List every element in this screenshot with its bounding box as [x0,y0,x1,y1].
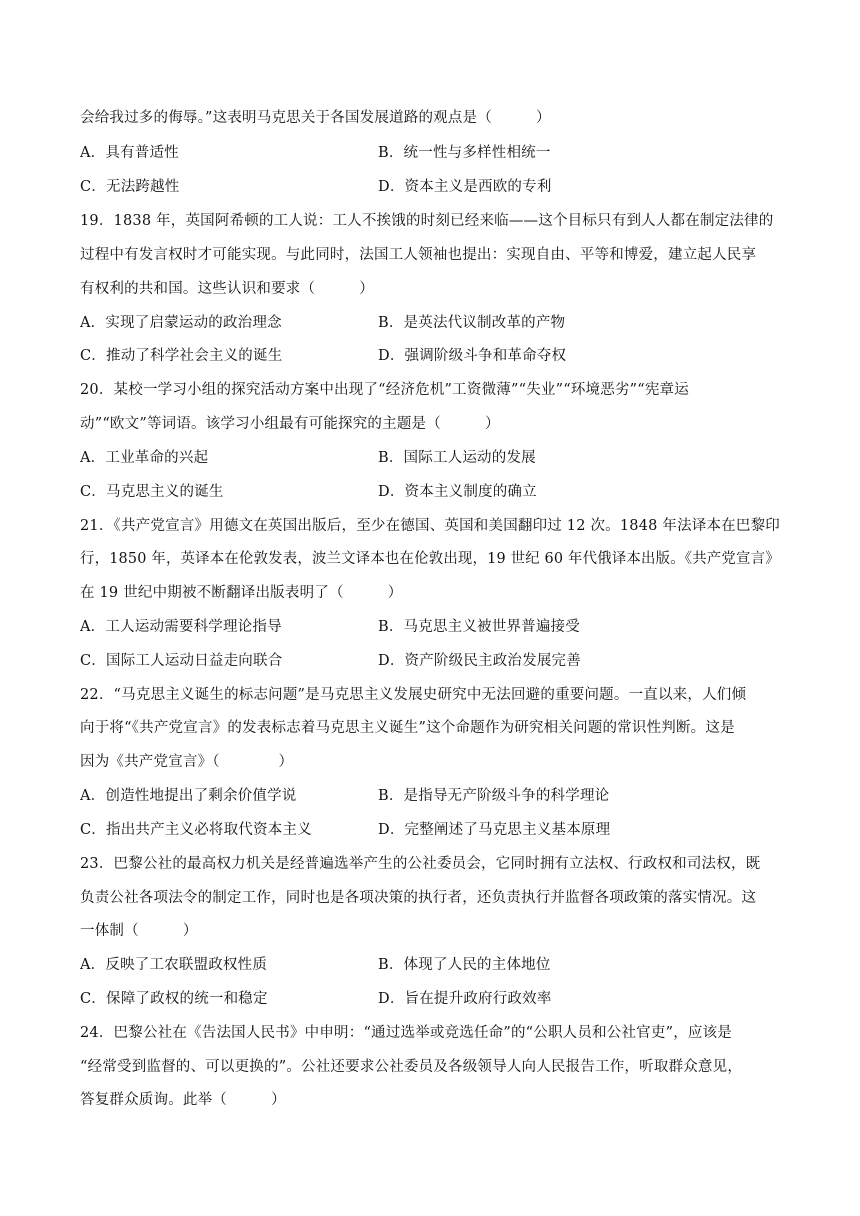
q18-option-c[interactable]: C．无法跨越性 [80,179,180,195]
q24-stem-line-1: 24．巴黎公社在《告法国人民书》中申明：“通过选举或竞选任命”的“公职人员和公社官吏”，应该是 [80,1025,732,1041]
q21-option-c[interactable]: C．国际工人运动日益走向联合 [80,653,283,669]
q20-option-c[interactable]: C．马克思主义的诞生 [80,484,224,500]
q21-stem-line-1: 21．《共产党宣言》用德文在英国出版后，至少在德国、英国和美国翻印过 12 次。1848 年法译本在巴黎印 [80,518,780,534]
q19-option-c[interactable]: C．推动了科学社会主义的诞生 [80,348,283,364]
q20-option-b[interactable]: B．国际工人运动的发展 [378,450,536,466]
q23-option-c[interactable]: C．保障了政权的统一和稳定 [80,991,268,1007]
q23-stem-line-3: 一体制（ ） [80,923,198,939]
q23-option-a[interactable]: A．反映了工农联盟政权性质 [80,957,268,973]
q20-option-d[interactable]: D．资本主义制度的确立 [378,484,537,500]
q19-option-a[interactable]: A．实现了启蒙运动的政治理念 [80,315,282,331]
q22-stem-line-2: 向于将“《共产党宣言》的发表标志着马克思主义诞生”这个命题作为研究相关问题的常识性判断。这是 [80,720,735,736]
q23-stem-line-1: 23．巴黎公社的最高权力机关是经普遍选举产生的公社委员会，它同时拥有立法权、行政权和司法权，既 [80,856,761,872]
q24-stem-line-2: “经常受到监督的、可以更换的”。公社还要求公社委员及各级领导人向人民报告工作，听取群众意见， [80,1059,743,1075]
q22-option-b[interactable]: B．是指导无产阶级斗争的科学理论 [378,788,610,804]
q19-stem-line-2: 过程中有发言权时才可能实现。与此同时，法国工人领袖也提出：实现自由、平等和博爱，建立起人民享 [80,247,757,263]
q22-stem-line-3: 因为《共产党宣言》（ ） [80,754,294,770]
q22-stem-line-1: 22．“马克思主义诞生的标志问题”是马克思主义发展史研究中无法回避的重要问题。一直以来，人们倾 [80,687,747,703]
q22-option-c[interactable]: C．指出共产主义必将取代资本主义 [80,822,312,838]
q18-option-a[interactable]: A．具有普适性 [80,145,179,161]
q19-option-d[interactable]: D．强调阶级斗争和革命夺权 [378,348,567,364]
q18-option-b[interactable]: B．统一性与多样性相统一 [378,145,551,161]
q23-option-b[interactable]: B．体现了人民的主体地位 [378,957,551,973]
q21-option-a[interactable]: A．工人运动需要科学理论指导 [80,619,282,635]
q22-option-d[interactable]: D．完整阐述了马克思主义基本原理 [378,822,611,838]
q18-stem-tail: 会给我过多的侮辱。”这表明马克思关于各国发展道路的观点是（ ） [80,110,551,126]
q24-stem-line-3: 答复群众质询。此举（ ） [80,1092,286,1108]
q20-stem-line-2: 动”“欧文”等词语。该学习小组最有可能探究的主题是（ ） [80,416,500,432]
q20-option-a[interactable]: A．工业革命的兴起 [80,450,209,466]
q21-option-b[interactable]: B．马克思主义被世界普遍接受 [378,619,580,635]
q21-option-d[interactable]: D．资产阶级民主政治发展完善 [378,653,581,669]
q19-stem-line-1: 19．1838 年，英国阿希顿的工人说：工人不挨饿的时刻已经来临——这个目标只有到人人都在制定法律的 [80,213,774,229]
q18-option-d[interactable]: D．资本主义是西欧的专利 [378,179,552,195]
q23-stem-line-2: 负责公社各项法令的制定工作，同时也是各项决策的执行者，还负责执行并监督各项政策的落实情况。这 [80,890,757,906]
q20-stem-line-1: 20．某校一学习小组的探究活动方案中出现了“经济危机”工资微薄”“失业”“环境恶劣”“宪章运 [80,382,689,398]
q19-stem-line-3: 有权利的共和国。这些认识和要求（ ） [80,281,374,297]
q21-stem-line-2: 行，1850 年，英译本在伦敦发表，波兰文译本也在伦敦出现，19 世纪 60 年代俄译本出版。《共产党宣言》 [80,551,780,567]
q22-option-a[interactable]: A．创造性地提出了剩余价值学说 [80,788,297,804]
q23-option-d[interactable]: D．旨在提升政府行政效率 [378,991,552,1007]
q21-stem-line-3: 在 19 世纪中期被不断翻译出版表明了（ ） [80,585,403,601]
q19-option-b[interactable]: B．是英法代议制改革的产物 [378,315,566,331]
